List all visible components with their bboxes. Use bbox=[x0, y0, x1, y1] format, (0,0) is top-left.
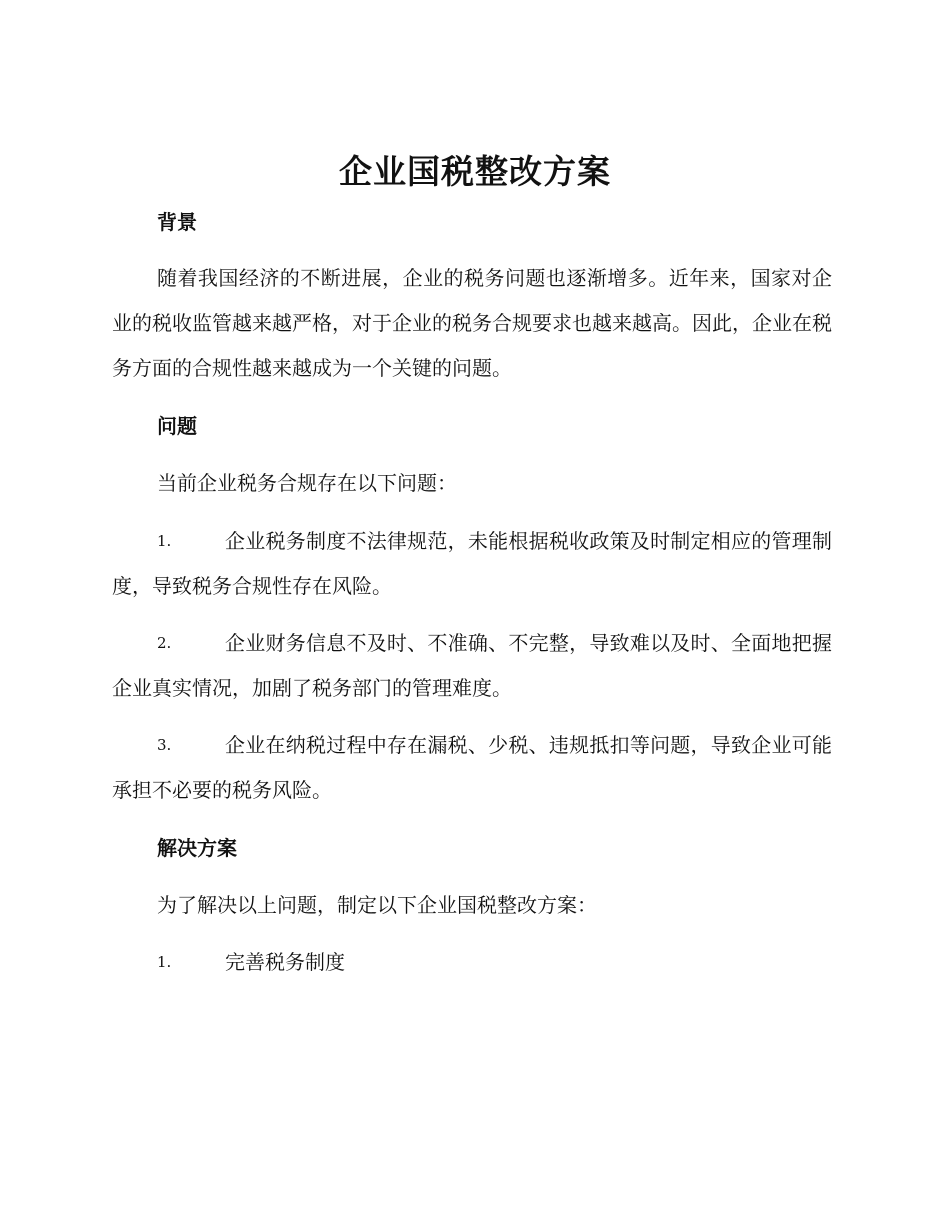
list-number: 3. bbox=[157, 736, 172, 754]
problem-list-item bbox=[112, 621, 832, 711]
list-item-text: 企业税务制度不法律规范，未能根据税收政策及时制定相应的管理制度，导致税务合规性存在风险。 bbox=[112, 529, 832, 598]
list-number: 1. bbox=[157, 532, 172, 550]
solutions-intro: 为了解决以上问题，制定以下企业国税整改方案： bbox=[157, 893, 597, 917]
list-item-text: 完善税务制度 bbox=[225, 950, 345, 974]
background-paragraph: 随着我国经济的不断进展，企业的税务问题也逐渐增多。近年来，国家对企业的税收监管越来越严格，对于企业的税务合规要求也越来越高。因此，企业在税务方面的合规性越来越成为一个关键的问题。 bbox=[112, 266, 832, 380]
list-number: 2. bbox=[157, 634, 172, 652]
problem-list-item bbox=[112, 723, 832, 813]
problem-list-item bbox=[112, 519, 832, 609]
list-item-text: 企业在纳税过程中存在漏税、少税、违规抵扣等问题，导致企业可能承担不必要的税务风险。 bbox=[112, 733, 832, 802]
document-title: 企业国税整改方案 bbox=[339, 152, 611, 191]
section-heading-solutions: 解决方案 bbox=[157, 836, 237, 860]
list-item-text: 企业财务信息不及时、不准确、不完整，导致难以及时、全面地把握企业真实情况，加剧了税务部门的管理难度。 bbox=[112, 631, 832, 700]
section-heading-problems: 问题 bbox=[157, 414, 197, 438]
solution-list-item bbox=[112, 940, 832, 985]
problems-intro: 当前企业税务合规存在以下问题： bbox=[157, 471, 457, 495]
section-heading-background: 背景 bbox=[157, 210, 197, 234]
list-number: 1. bbox=[157, 953, 172, 971]
